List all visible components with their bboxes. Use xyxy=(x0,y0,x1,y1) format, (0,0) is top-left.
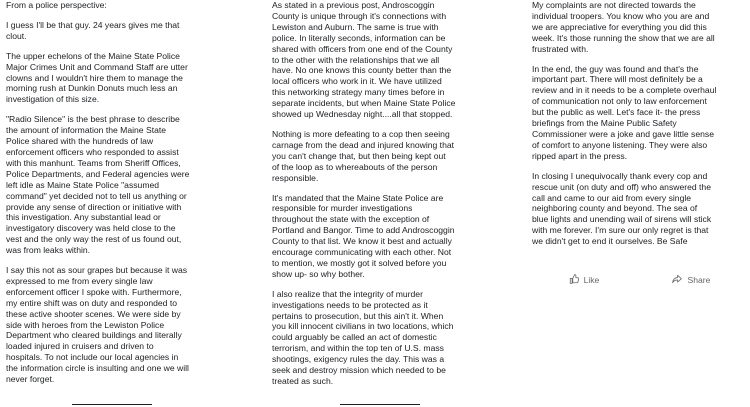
like-button[interactable] xyxy=(569,274,600,286)
screenshot-crop-edge xyxy=(340,404,420,405)
post-column-3 xyxy=(532,0,747,407)
post-column-2 xyxy=(272,0,498,407)
share-button[interactable] xyxy=(672,274,710,286)
post-column-1 xyxy=(6,0,236,407)
post-paragraph: In the end, the guy was found and that's the important part. There will most definitely be a review and in it needs to be a complete overhaul of communication not only to law enforcement but the public as well. Let's face it- the press briefings from the Maine Public Safety Commissioner were a joke and gave little sense of comfort to anyone listening. They were also ripped apart in the press. xyxy=(532,63,717,161)
post-paragraph: In closing I unequivocally thank every cop and rescue unit (on duty and off) who answered the call and came to our aid from every single neighboring county and beyond. The sea of blue lights and unending wail of sirens will stick with me forever. I'm sure our only regret is that we didn't get to end it ourselves. Be Safe xyxy=(532,170,712,247)
post-paragraph: "Radio Silence" is the best phrase to describe the amount of information the Maine State Police shared with the hundreds of law enforcement officers who responded to assist with this manhunt. Teams from Sheriff Offices, Police Departments, and Federal agencies were left idle as Maine State Police "assumed command" yet decided not to tell us anything or provide any sense of direction or initiative with this investigation. Any substantial lead or investigatory discovery was held close to the vest and the only way the rest of us found out, was from leaks within. xyxy=(6,114,190,256)
screenshot-crop-edge xyxy=(72,404,152,405)
post-paragraph: From a police perspective: xyxy=(6,0,107,10)
post-paragraph: Nothing is more defeating to a cop then seeing carnage from the dead and injured knowing that you can't change that, but then being kept out of the loop as to whereabouts of the person responsible. xyxy=(272,128,455,183)
like-label: Like xyxy=(583,275,600,285)
post-paragraph: My complaints are not directed towards the individual troopers. You know who you are and we are appreciative for everything you did this week. It's those running the show that we are all frustrated with. xyxy=(532,0,715,54)
post-action-bar xyxy=(532,271,747,289)
share-arrow-icon xyxy=(672,274,682,286)
share-label: Share xyxy=(687,275,711,285)
post-paragraph: I say this not as sour grapes but because it was expressed to me from every single law enforcement officer I spoke with. Furthermore, my entire shift was on duty and responded to these active shooter scenes. We were side by side with heroes from the Lewiston Police Department who cleared buildings and literally loaded injured in cruisers and driven to hospitals. To not include our local agencies in the information circle is insulting and one we will never forget. xyxy=(6,265,189,385)
post-paragraph: The upper echelons of the Maine State Police Major Crimes Unit and Command Staff are utter clowns and I wouldn't hire them to manage the morning rush at Dunkin Donuts much less an investigation of this size. xyxy=(6,50,188,105)
post-paragraph: It's mandated that the Maine State Police are responsible for murder investigations throughout the state with the exception of Portland and Bangor. Time to add Androscoggin County to that list. We know it best and actually encourage communicating with each other. Not to mention, we mostly got it solved before you show up- so why bother. xyxy=(272,192,455,279)
thumbs-up-icon xyxy=(569,274,579,286)
post-paragraph: I guess I'll be that guy. 24 years gives me that clout. xyxy=(6,19,180,41)
post-paragraph: As stated in a previous post, Androscoggin County is unique through it's connections with Lewiston and Auburn. The same is true with police. In literally seconds, information can be shared with officers from one end of the County to the other with the relationships that we all have. No one knows this county better than the local officers who work in it. We have utilized this networking strategy many times before in separate incidents, but when Maine State Police showed up Wednesday night....all that stopped. xyxy=(272,0,456,120)
post-paragraph: I also realize that the integrity of murder investigations needs to be protected as it pertains to prosecution, but this ain't it. When you kill innocent civilians in two locations, which could arguably be called an act of domestic terrorism, and within the top ten of U.S. mass shootings, exigency rules the day. This was a seek and destroy mission which needed to be treated as such. xyxy=(272,288,454,386)
